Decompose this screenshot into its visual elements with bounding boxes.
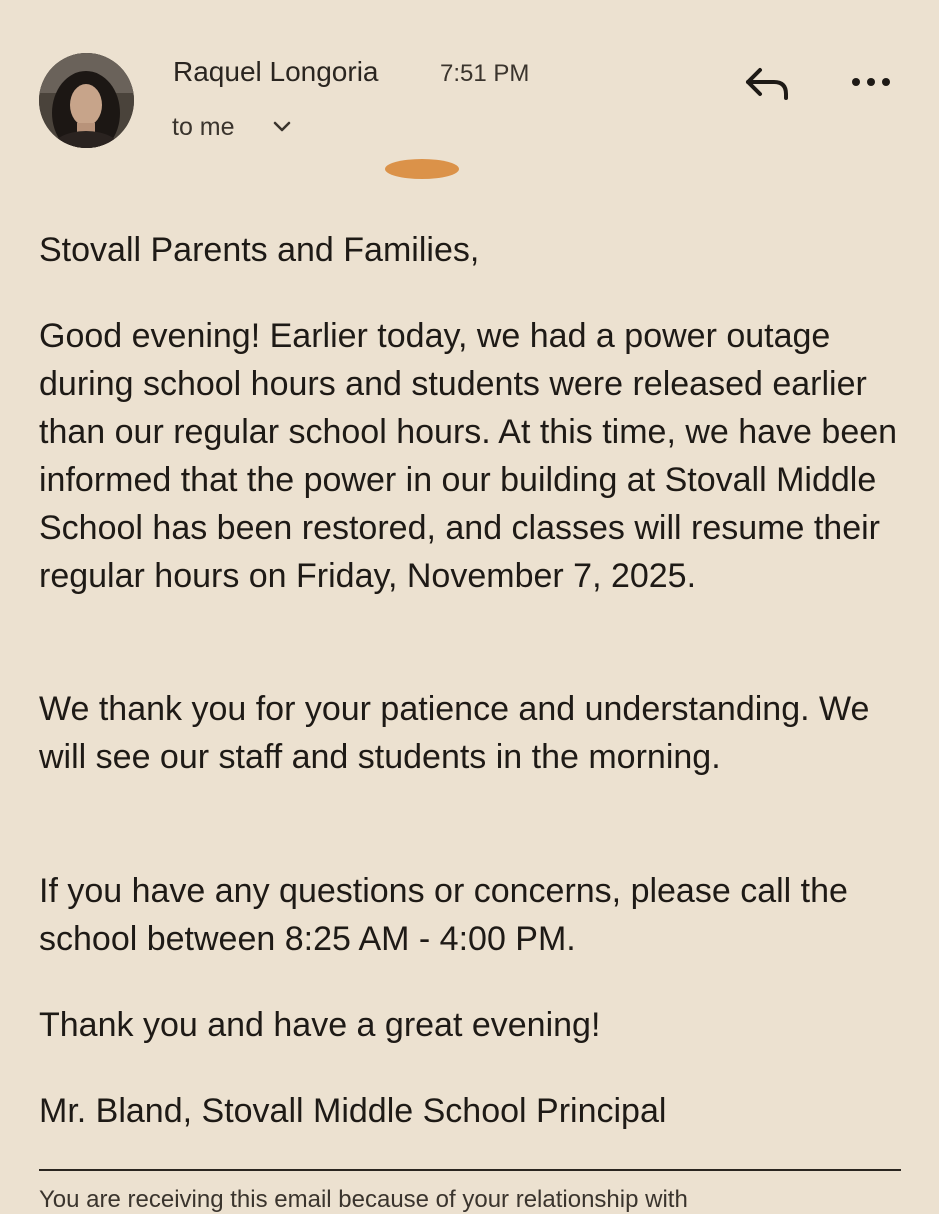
sender-name: Raquel Longoria: [173, 56, 379, 87]
footer-notice: You are receiving this email because of your relationship with: [39, 1186, 688, 1213]
chevron-down-icon[interactable]: [272, 120, 292, 134]
email-paragraph-1: Good evening! Earlier today, we had a power outage during school hours and students were released earlier than our regular school hours. At this time, we have been informed that the power in our building at Stovall Middle School has been restored, and classes will resume their regular hours on Friday, November 7, 2025.: [39, 317, 898, 595]
more-horizontal-icon[interactable]: [848, 68, 894, 96]
email-greeting: Stovall Parents and Families,: [39, 231, 480, 269]
received-time: 7:51 PM: [440, 60, 530, 87]
redaction-mark: [383, 156, 461, 182]
avatar-photo: [39, 53, 134, 148]
email-paragraph-2: We thank you for your patience and understanding. We will see our staff and students in the morning.: [39, 690, 870, 776]
footer-divider: [39, 1169, 901, 1171]
sender-avatar[interactable]: [39, 53, 134, 148]
email-paragraph-3: If you have any questions or concerns, please call the school between 8:25 AM - 4:00 PM.: [39, 872, 848, 958]
recipient-label[interactable]: to me: [172, 113, 235, 141]
reply-arrow-icon[interactable]: [740, 60, 794, 104]
email-closing: Thank you and have a great evening!: [39, 1006, 601, 1044]
email-signature: Mr. Bland, Stovall Middle School Principal: [39, 1092, 667, 1130]
